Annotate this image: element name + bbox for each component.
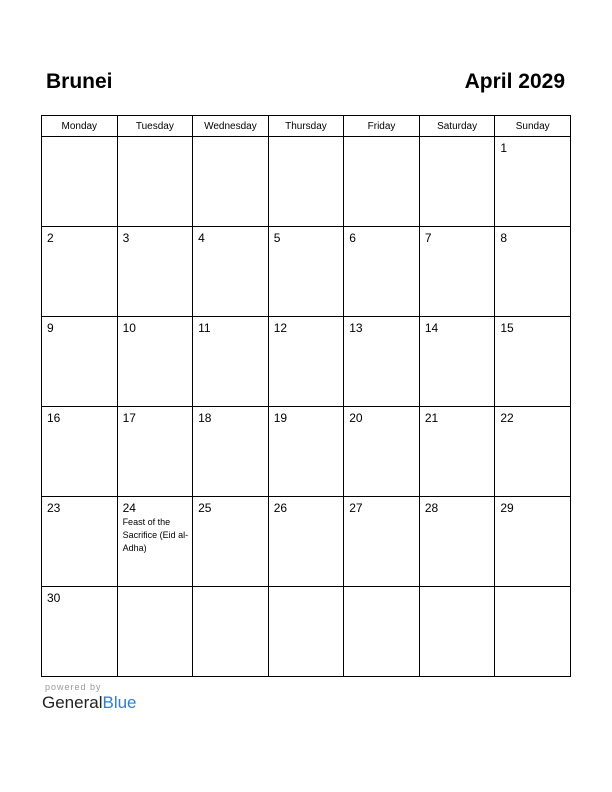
day-cell [42,227,118,317]
day-number: 8 [500,231,508,245]
day-number [118,137,193,141]
day-number [193,137,268,141]
day-cell [419,407,495,497]
day-cell [42,317,118,407]
day-cell [268,587,344,677]
week-row [42,407,571,497]
day-number [420,137,495,141]
day-number: 22 [500,411,514,425]
day-number: 16 [47,411,61,425]
weekday-header: Thursday [268,116,344,137]
country-title: Brunei [46,70,113,93]
day-cell [117,587,193,677]
weekday-header-row [42,116,571,137]
holiday-label: Feast of the Sacrifice (Eid al-Adha) [122,517,189,553]
generalblue-logo[interactable] [42,693,137,713]
day-cell [117,227,193,317]
day-cell [495,317,571,407]
day-cell [495,587,571,677]
day-number: 18 [198,411,212,425]
day-cell [193,497,269,587]
day-number: 1 [500,141,508,155]
weekday-header: Tuesday [117,116,193,137]
day-cell [419,317,495,407]
day-number: 10 [122,321,136,335]
day-cell [42,407,118,497]
day-cell [193,587,269,677]
week-row [42,587,571,677]
day-number [344,137,419,141]
day-number: 4 [198,231,205,245]
day-number: 25 [198,501,212,515]
day-number: 20 [349,411,363,425]
day-number [269,587,344,591]
day-cell [193,407,269,497]
day-cell [495,407,571,497]
day-cell [268,497,344,587]
day-number [495,587,570,591]
day-cell [268,137,344,227]
weekday-header: Saturday [419,116,495,137]
day-number [118,587,193,591]
day-cell [117,497,193,587]
day-number: 5 [273,231,281,245]
day-number: 17 [122,411,136,425]
day-number: 29 [500,501,514,515]
day-cell [117,137,193,227]
day-cell [268,407,344,497]
day-cell [193,317,269,407]
day-cell [495,227,571,317]
day-cell [419,587,495,677]
day-number: 30 [47,591,61,605]
day-cell [193,227,269,317]
calendar-grid [41,115,571,677]
day-number: 14 [424,321,439,335]
day-cell [344,137,420,227]
day-number: 7 [424,231,432,245]
day-cell [42,497,118,587]
day-number: 28 [424,501,439,515]
day-cell [419,497,495,587]
day-number: 24 [122,501,136,515]
day-cell [495,137,571,227]
day-number: 15 [500,321,514,335]
day-number: 19 [273,411,288,425]
day-number: 23 [47,501,61,515]
day-cell [268,227,344,317]
day-cell [344,497,420,587]
week-row [42,497,571,587]
weekday-header: Sunday [495,116,571,137]
week-row [42,317,571,407]
day-number: 12 [273,321,288,335]
day-number: 11 [198,321,211,335]
day-number [193,587,268,591]
week-row [42,137,571,227]
day-cell [419,227,495,317]
month-year-title: April 2029 [464,70,565,93]
day-cell [344,317,420,407]
day-number [42,137,117,141]
day-cell [42,137,118,227]
powered-by-text: powered by [45,682,102,692]
day-cell [42,587,118,677]
day-cell [344,227,420,317]
day-number [420,587,495,591]
day-cell [344,407,420,497]
brand-general-text: General [42,693,103,712]
day-number: 6 [349,231,356,245]
day-number: 26 [273,501,288,515]
day-number: 27 [349,501,363,515]
weekday-header: Friday [344,116,420,137]
day-number [344,587,419,591]
day-cell [268,317,344,407]
brand-blue-text: Blue [102,693,137,712]
day-cell [495,497,571,587]
week-row [42,227,571,317]
day-number: 9 [47,321,54,335]
day-number: 13 [349,321,363,335]
day-cell [344,587,420,677]
day-cell [193,137,269,227]
day-cell [117,407,193,497]
day-number: 21 [424,411,439,425]
day-number: 3 [122,231,130,245]
day-cell [117,317,193,407]
day-number: 2 [47,231,54,245]
day-number [269,137,344,141]
weekday-header: Monday [42,116,118,137]
weekday-header: Wednesday [193,116,269,137]
day-cell [419,137,495,227]
